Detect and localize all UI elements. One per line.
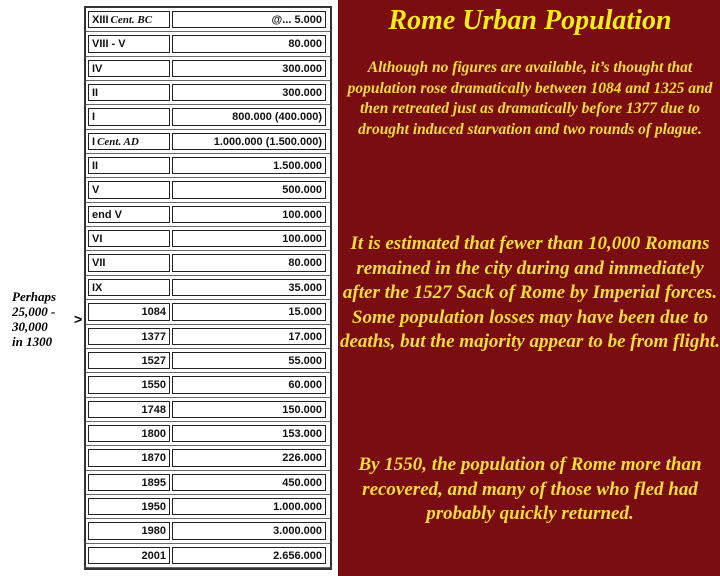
table-row [86,422,330,446]
table-row [86,495,330,519]
period-cell [88,449,170,466]
table-row [86,154,330,178]
period-label: II [92,87,99,100]
table-row [86,251,330,275]
period-cell [88,254,170,271]
paragraph-plague: Although no figures are available, it’s thought that population rose dramatically between 1084 and 1325 and then retreated just as dramatically before 1377 due to drought induced starvation and two rounds of plague. [347,59,713,138]
table-row [86,8,330,32]
population-cell: 1.000.000 [172,498,326,515]
table-row [86,105,330,129]
period-label: 1870 [141,452,166,465]
period-cell [88,230,170,247]
period-label: 1950 [141,500,166,513]
table-row [86,203,330,227]
period-label: V [92,184,100,197]
period-label: 1895 [141,476,166,489]
period-cell [88,498,170,515]
population-cell: 1.000.000 (1.500.000) [172,133,326,150]
table-row [86,519,330,543]
century-note: Cent. AD [97,135,139,148]
period-label: I [92,135,96,148]
table-row [86,32,330,56]
period-label: II [92,160,99,173]
period-cell [88,376,170,393]
period-cell [88,206,170,223]
period-cell [88,35,170,52]
period-cell [88,303,170,320]
population-cell: 450.000 [172,474,326,491]
period-cell [88,157,170,174]
population-cell: 35.000 [172,279,326,296]
table-row [86,300,330,324]
period-label: end V [92,208,122,221]
period-label: VIII - V [92,38,126,51]
table-row [86,471,330,495]
century-note: Cent. BC [110,14,153,26]
period-cell [88,11,170,28]
table-row [86,227,330,251]
population-cell: 100.000 [172,206,326,223]
population-cell: 153.000 [172,425,326,442]
population-cell: 17.000 [172,328,326,345]
period-cell [88,474,170,491]
period-cell [88,522,170,539]
table-row [86,81,330,105]
table-row [86,398,330,422]
paragraph-sack-of-rome: It is estimated that fewer than 10,000 Romans remained in the city during and immediately after the 1527 Sack of Rome by Imperial forces. Some population losses may have been due to deaths, but the majority appear to be from flight. [340,233,720,352]
population-cell: 300.000 [172,84,326,101]
period-cell [88,60,170,77]
period-label: 1527 [141,354,166,367]
population-cell: 1.500.000 [172,157,326,174]
population-cell: 80.000 [172,35,326,52]
period-cell [88,133,170,150]
table-row [86,349,330,373]
population-cell: 80.000 [172,254,326,271]
period-cell [88,425,170,442]
period-label: I [92,111,96,124]
population-cell: 226.000 [172,449,326,466]
period-label: 1800 [141,427,166,440]
table-row [86,130,330,154]
period-cell [88,84,170,101]
period-label: 1550 [141,379,166,392]
side-note-1300: Perhaps 25,000 - 30,000 in 1300 [12,289,57,349]
period-label: 1084 [141,306,166,319]
page-title: Rome Urban Population [388,5,672,36]
table-row [86,57,330,81]
period-cell [88,279,170,296]
period-label: IV [92,62,103,75]
period-label: VII [92,257,106,270]
population-cell: 55.000 [172,352,326,369]
table-row [86,325,330,349]
period-cell [88,352,170,369]
population-cell: 800.000 (400.000) [172,108,326,125]
table-row [86,178,330,202]
population-cell: 300.000 [172,60,326,77]
period-label: 2001 [141,549,166,562]
side-note-arrow: > [74,311,83,327]
period-cell [88,108,170,125]
population-cell: 60.000 [172,376,326,393]
period-label: 1748 [141,403,166,416]
period-label: 1377 [141,330,166,343]
population-cell: @... 5.000 [172,11,326,28]
table-row [86,544,330,568]
paragraph-recovery: By 1550, the population of Rome more than recovered, and many of those who fled had probably quickly returned. [358,454,702,524]
table-row [86,373,330,397]
period-cell [88,181,170,198]
population-cell: 150.000 [172,401,326,418]
period-label: 1980 [141,525,166,538]
population-cell: 2.656.000 [172,547,326,564]
period-cell [88,547,170,564]
population-cell: 3.000.000 [172,522,326,539]
population-cell: 15.000 [172,303,326,320]
period-label: VI [92,233,103,246]
population-table-panel [0,0,338,576]
table-row [86,276,330,300]
population-cell: 100.000 [172,230,326,247]
table-row [86,446,330,470]
period-cell [88,328,170,345]
period-label: XIII [92,14,109,26]
population-cell: 500.000 [172,181,326,198]
period-label: IX [92,281,103,294]
period-cell [88,401,170,418]
